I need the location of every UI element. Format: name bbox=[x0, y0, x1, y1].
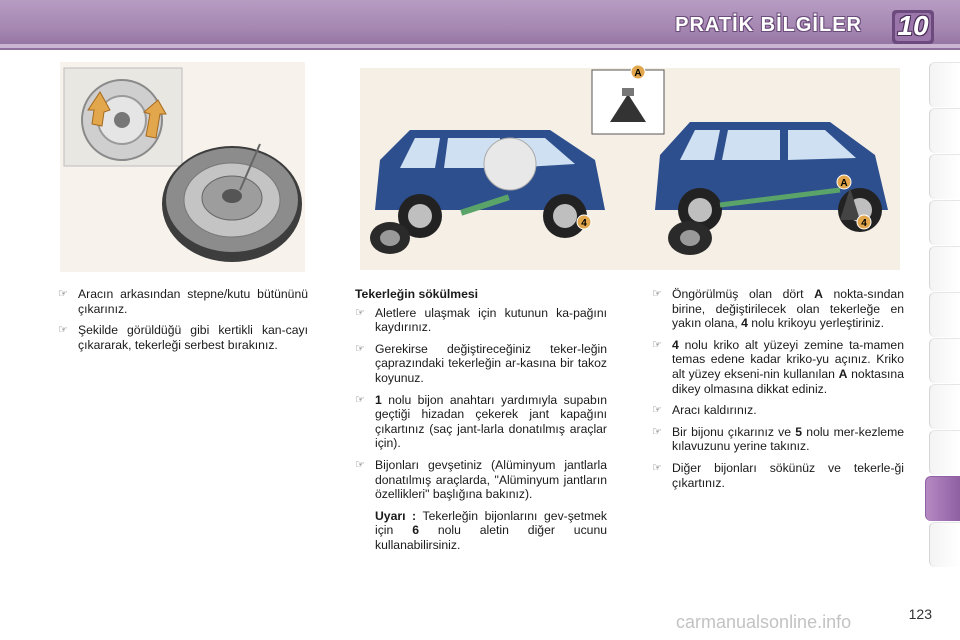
pointing-hand-icon: ☞ bbox=[652, 461, 662, 474]
list-item: ☞ Diğer bijonları sökünüz ve tekerle-ği çıkartınız. bbox=[652, 460, 904, 490]
list-item: ☞ Bir bijonu çıkarınız ve 5 nolu mer-kezleme kılavuzunu yerine takınız. bbox=[652, 424, 904, 454]
list-item: ☞ Şekilde görüldüğü gibi kertikli kan-cayı çıkararak, tekerleği serbest bırakınız. bbox=[58, 323, 308, 352]
label-4: 4 bbox=[861, 218, 867, 229]
pointing-hand-icon: ☞ bbox=[355, 393, 365, 406]
list-item: ☞ Öngörülmüş olan dört A nokta-sından birine, değiştirilecek olan tekerleğe en yakın olana, 4 nolu krikoyu yerleştiriniz. bbox=[652, 287, 904, 331]
chapter-number: 10 bbox=[897, 10, 929, 41]
pointing-hand-icon: ☞ bbox=[652, 404, 662, 417]
chapter-tab[interactable] bbox=[929, 430, 960, 475]
chapter-tab[interactable] bbox=[929, 62, 960, 107]
list-item: ☞ Bijonları gevşetiniz (Alüminyum jantlarla donatılmış araçlarda, "Alüminyum jantların özellikleri" başlığına bakınız). bbox=[355, 457, 607, 502]
list-item: ☞ 1 nolu bijon anahtarı yardımıyla supabın geçtiği hizadan çekerek jant kapağını çıkartınız (saç jant-larla donatılmış araçlar için). bbox=[355, 392, 607, 451]
warning-note: Uyarı : Tekerleğin bijonlarını gev-şetmek için 6 nolu aletin diğer ucunu kullanabilirsiniz. bbox=[375, 508, 607, 552]
chapter-tab[interactable] bbox=[929, 246, 960, 291]
list-item: ☞ Gerekirse değiştireceğiniz teker-leğin çaprazındaki tekerleğin ar-kasına bir takoz koyunuz. bbox=[355, 341, 607, 385]
chapter-tab[interactable] bbox=[929, 292, 960, 337]
pointing-hand-icon: ☞ bbox=[652, 288, 662, 300]
label-4: 4 bbox=[581, 218, 587, 229]
pointing-hand-icon: ☞ bbox=[652, 425, 662, 438]
chapter-tab-strip bbox=[928, 62, 960, 572]
spare-wheel-illustration bbox=[60, 62, 305, 272]
pointing-hand-icon: ☞ bbox=[58, 324, 68, 337]
column-left bbox=[58, 287, 308, 359]
pointing-hand-icon: ☞ bbox=[355, 458, 365, 471]
chapter-tab[interactable] bbox=[929, 338, 960, 383]
chapter-tab-active[interactable] bbox=[925, 476, 960, 521]
chapter-tab[interactable] bbox=[929, 522, 960, 567]
watermark: carmanualsonline.info bbox=[676, 612, 852, 632]
list-item: ☞ Aracın arkasından stepne/kutu bütününü çıkarınız. bbox=[58, 287, 308, 316]
pointing-hand-icon: ☞ bbox=[355, 342, 365, 355]
label-a: A bbox=[840, 178, 848, 189]
section-heading: Tekerleğin sökülmesi bbox=[355, 287, 479, 301]
label-a: A bbox=[634, 68, 642, 79]
list-item: ☞ 4 nolu kriko alt yüzeyi zemine ta-mamen temas edene kadar kriko-yu açınız. Kriko alt yüzey ekseni-nin kullanılan A noktasına dikey olmasına dikkat ediniz. bbox=[652, 337, 904, 396]
list-item: ☞ Aracı kaldırınız. bbox=[652, 403, 757, 418]
chapter-tab[interactable] bbox=[929, 108, 960, 153]
chapter-tab[interactable] bbox=[929, 200, 960, 245]
page-title: PRATİK BİLGİLER bbox=[675, 14, 862, 36]
jack-position-illustration bbox=[360, 60, 900, 270]
chapter-tab[interactable] bbox=[929, 384, 960, 429]
column-middle bbox=[355, 287, 607, 553]
list-item: ☞ Aletlere ulaşmak için kutunun ka-pağını kaydırınız. bbox=[355, 305, 607, 335]
pointing-hand-icon: ☞ bbox=[652, 338, 662, 351]
pointing-hand-icon: ☞ bbox=[355, 306, 365, 319]
page-number: 123 bbox=[908, 606, 932, 622]
chapter-tab[interactable] bbox=[929, 154, 960, 199]
pointing-hand-icon: ☞ bbox=[58, 288, 68, 300]
column-right bbox=[652, 287, 904, 497]
header-divider bbox=[0, 44, 960, 48]
